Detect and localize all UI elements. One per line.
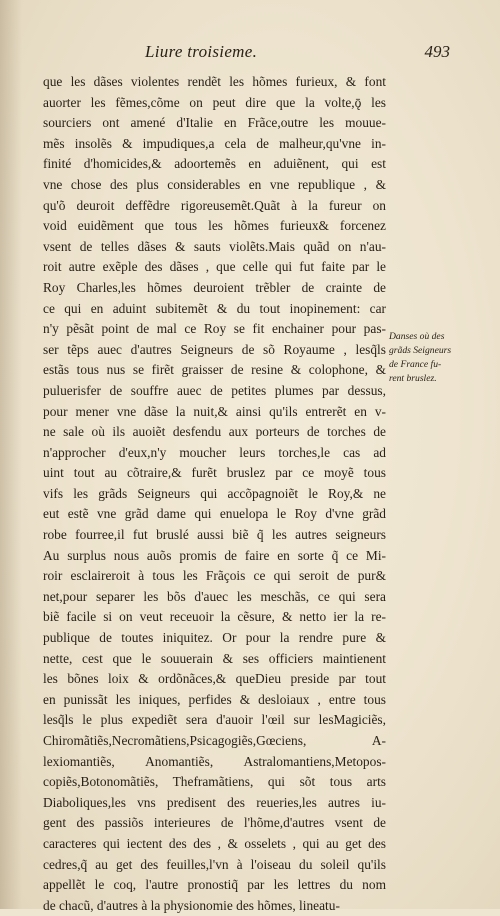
- text-line: de chacũ, d'autres à la physionomie des hõmes, lineatu-: [43, 897, 340, 913]
- text-line: vifs les grãds Seigneurs qui accõpagnoiẽt le Roy,& ne: [43, 485, 386, 501]
- page-header: [70, 40, 450, 70]
- text-line: gent des passiõs interieures de l'hõme,d'autres vsent de: [43, 815, 386, 831]
- text-line: lexiomantiẽs, Anomantiẽs, Astralomantiens,Metopos-: [43, 753, 386, 769]
- running-title: Liure troisieme.: [145, 42, 258, 61]
- text-line: net,pour separer les bõs d'auec les meschãs, ce qui sera: [43, 588, 386, 604]
- text-line: nette, cest que le souuerain & ses officiers maintienent: [43, 650, 386, 666]
- text-line: roit autre exẽple des dãses , que celle qui fut faite par le: [43, 259, 386, 275]
- text-line: eut estẽ vne grãd dame qui enuelopa le Roy d'vne grãd: [43, 506, 386, 522]
- text-line: n'approcher d'eux,n'y moucher leurs torches,le cas ad: [43, 444, 386, 460]
- text-line: appellẽt le coq, l'autre pronostiq̃ par les lettres du nom: [43, 877, 386, 893]
- text-line: n'y pẽsãt point de mal ce Roy se fit enchainer pour pas-: [43, 321, 386, 337]
- text-line: ne sale où ils auoiẽt desfendu aux porteurs de torches de: [43, 424, 386, 440]
- text-line: roir esclaireroit à tous les Frãçois ce qui seroit de pur&: [43, 568, 386, 584]
- text-line: puluerisfer de souffre auec de petites plumes par dessus,: [43, 382, 386, 398]
- text-line: cedres,q̃ au get des feuilles,l'vn à l'oiseau du soleil qu'ils: [43, 856, 386, 872]
- marginal-note-line: rent bruslez.: [389, 373, 437, 384]
- text-line: vne chose des plus considerables en vne republique , &: [43, 176, 386, 192]
- text-line: robe fourree,il fut bruslé aussi biẽ q̃ les autres seigneurs: [43, 527, 386, 543]
- text-line: estãs tous nus se firẽt graisser de resine & colophone, &: [43, 362, 386, 378]
- text-line: lesq̃ls le plus expediẽt sera d'auoir l'œil sur lesMagiciẽs,: [43, 712, 386, 728]
- text-line: ser tẽps auec d'autres Seigneurs de sõ Royaume , lesq̃ls: [43, 341, 386, 357]
- page-number: 493: [424, 42, 450, 61]
- text-line: Diaboliques,les vns predisent des reueries,les autres iu-: [43, 794, 386, 810]
- text-line: caracteres qui iectent des des , & osselets , qui au get des: [43, 835, 386, 851]
- text-line: uint tout au cõtraire,& furẽt bruslez par ce moyẽ tous: [43, 465, 386, 481]
- text-line: copiẽs,Botonomãtiẽs, Theframãtiens, qui sõt tous arts: [43, 774, 386, 790]
- text-line: mẽs insolẽs & impudiques,a cela de malheur,qu'vne in-: [43, 135, 386, 151]
- text-line: Chiromãtiẽs,Necromãtiens,Psicagogiẽs,Gœciens, A-: [43, 733, 386, 748]
- text-line: Au surplus nous auõs promis de faire en sorte q̃ ce Mi-: [43, 547, 386, 563]
- gutter-shadow: [0, 0, 22, 909]
- marginal-note: [389, 330, 469, 386]
- text-line: publique de toutes iniquitez. Or pour la rendre pure &: [43, 630, 386, 646]
- text-line: auorter les fẽmes,cõme on peut dire que la volte,ǭ les: [43, 94, 386, 110]
- text-line: vsent de telles dãses & sauts violẽts.Mais quãd on n'au-: [43, 238, 386, 254]
- main-text-block: [43, 72, 386, 916]
- marginal-note-line: Danses où des: [389, 331, 445, 342]
- text-line: pour mener vne dãse la nuit,& ainsi qu'ils entrerẽt en v-: [43, 403, 386, 419]
- text-line: les bõnes loix & ordõnãces,& queDieu preside par tout: [43, 671, 386, 687]
- text-line: finité d'homicides,& adoortemẽs en aduiẽnent, qui est: [43, 156, 386, 172]
- text-line: que les dãses violentes rendẽt les hõmes furieux, & font: [43, 74, 386, 89]
- text-line: ce qui en aduint subitemẽt & du tout inopinement: car: [43, 300, 386, 316]
- text-line: qu'õ deuroit deffẽdre rigoreusemẽt.Quãt à la fureur on: [43, 197, 386, 213]
- text-line: en punissãt les iniques, perfides & desloiaux , entre tous: [43, 691, 386, 707]
- text-line: void euidẽment que tous les hõmes furieux& forcenez: [43, 218, 386, 234]
- text-line: Roy Charles,les hõmes deuroient trẽbler de crainte de: [43, 279, 386, 295]
- marginal-note-line: grãds Seigneurs: [389, 345, 452, 356]
- text-line: sourciers ont amené d'Italie en Frãce,outre les mouue-: [43, 115, 386, 131]
- marginal-note-line: de France fu-: [389, 359, 442, 370]
- text-line: biẽ facile si on veut receuoir la cẽsure, & netto ier la re-: [43, 609, 386, 625]
